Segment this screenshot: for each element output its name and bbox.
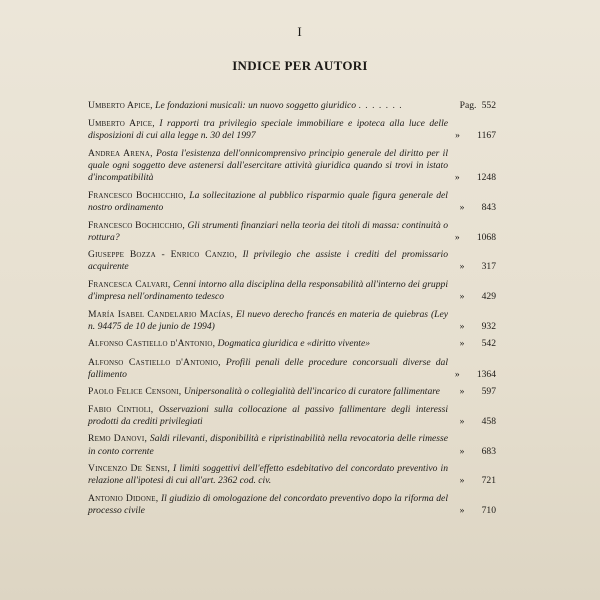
entry-title: Il privilegio che assiste i crediti del promissario acquirente (88, 249, 448, 273)
entry-title: Il giudizio di omologazione del concordato preventivo dopo la riforma del processo civile (88, 492, 448, 517)
entry-page-ref (450, 475, 496, 487)
entry-page-ref (450, 130, 496, 142)
entry-author: Vincenzo De Sensi, (88, 463, 170, 475)
page-prefix: » (459, 386, 465, 398)
entry-title: Gli strumenti finanziari nella teoria dei titoli di massa: continuità o rottura? (88, 219, 448, 243)
entry-author: Paolo Felice Censoni, (88, 386, 182, 398)
entry-title: Osservazioni sulla collocazione al passivo fallimentare degli interessi prodotti da crediti privilegiati (88, 403, 448, 427)
entry-author: Francesco Bochicchio, (88, 219, 186, 231)
page-number: 932 (481, 320, 496, 332)
entry-title: Le fondazioni musicali: un nuovo soggetto giuridico (155, 100, 357, 111)
entry-page-ref (450, 202, 496, 214)
entry-title: La sollecitazione al pubblico risparmio quale figura generale del nostro ordinamento (88, 189, 448, 214)
page-number: 683 (481, 445, 496, 457)
entry-author: Umberto Apice, (88, 118, 155, 130)
index-entry (88, 249, 496, 273)
entry-page-ref (450, 100, 496, 112)
index-entry (88, 220, 496, 244)
page-number: 317 (481, 261, 496, 273)
page-number: 843 (481, 202, 496, 214)
page-prefix: » (459, 291, 465, 303)
entry-title: I rapporti tra privilegio speciale immobiliare e ipoteca alla luce delle disposizioni di cui alla legge n. 30 del 1997 (88, 118, 449, 142)
index-entry (88, 463, 496, 487)
page-number: 429 (481, 291, 496, 303)
entry-page-ref (450, 291, 496, 303)
leader-dots: . . . . . . . (358, 100, 403, 111)
entry-author: Andrea Arena, (88, 147, 153, 159)
entry-page-ref (450, 172, 496, 184)
page-prefix: » (454, 231, 460, 243)
entry-author: Fabio Cintioli, (88, 403, 154, 415)
index-entry (88, 100, 496, 112)
page-number: 1167 (477, 130, 496, 142)
page-number: 597 (481, 386, 496, 398)
page-prefix: » (459, 320, 465, 332)
page-title: INDICE PER AUTORI (232, 58, 368, 73)
page-number: 721 (481, 475, 496, 487)
entry-page-ref (450, 338, 496, 350)
page-prefix: » (459, 505, 465, 517)
entry-author: Alfonso Castiello d'Antonio, (88, 356, 221, 368)
index-entry (88, 357, 496, 381)
page-prefix: » (459, 338, 465, 350)
entry-author: Remo Danovi, (88, 433, 148, 445)
page-prefix: » (454, 368, 460, 380)
entry-author: Antonio Didone, (88, 492, 159, 504)
entry-page-ref (450, 505, 496, 517)
entry-title: Posta l'esistenza dell'onnicomprensivo principio generale del diritto per il quale ogni soggetto deve astenersi dall'esercitare attività giuridica quando si trovi in istato d'incompatibilità (88, 147, 448, 184)
page-prefix: » (459, 445, 465, 457)
entry-author: Francesca Calvari, (88, 278, 171, 290)
page-number: 1248 (476, 172, 496, 184)
index-entry (88, 279, 496, 303)
page-prefix: Pag. (459, 100, 477, 111)
page-prefix: » (459, 261, 465, 273)
entry-title: Saldi rilevanti, disponibilità e ripristinabilità nella revocatoria delle rimesse in conto corrente (88, 433, 448, 457)
entry-title: Dogmatica giuridica e «diritto vivente» (217, 338, 371, 350)
page-prefix: » (459, 202, 465, 214)
entry-author: Giuseppe Bozza - Enrico Canzio, (88, 249, 238, 261)
page-number: 1364 (476, 368, 496, 380)
page-prefix: » (459, 415, 465, 427)
entry-page-ref (450, 261, 496, 273)
entry-author: María Isabel Candelario Macías, (88, 308, 234, 320)
index-entry (88, 190, 496, 214)
entry-author: Alfonso Castiello d'Antonio, (88, 338, 216, 350)
index-entry (88, 493, 496, 517)
page-prefix: » (454, 172, 460, 184)
entry-page-ref (450, 369, 496, 381)
page-number: 542 (481, 338, 496, 350)
entry-title: I limiti soggettivi dell'effetto esdebitativo del concordato preventivo in relazione all'ipotesi di cui all'art. 2362 cod. civ. (88, 463, 448, 487)
entry-page-ref (450, 321, 496, 333)
entry-title: El nuevo derecho francés en materia de quiebras (Ley n. 94475 de 10 de junio de 1994) (88, 308, 448, 332)
entry-title: Profili penali delle procedure concorsuali diverse dal fallimento (88, 356, 448, 380)
author-index-list (88, 100, 496, 523)
index-entry (88, 386, 496, 398)
entry-page-ref (450, 416, 496, 428)
page-prefix: » (455, 130, 460, 142)
index-entry (88, 433, 496, 457)
page-number: 458 (481, 415, 496, 427)
page-number: 552 (481, 100, 496, 111)
index-entry (88, 404, 496, 428)
entry-title: Cenni intorno alla disciplina della responsabilità all'interno dei gruppi d'impresa nell'ordinamento tedesco (88, 278, 448, 303)
page-number: 1068 (476, 231, 496, 243)
index-entry (88, 309, 496, 333)
entry-author: Francesco Bochicchio, (88, 189, 186, 201)
entry-page-ref (450, 446, 496, 458)
page-prefix: » (459, 475, 465, 487)
index-entry (88, 118, 496, 142)
entry-author: Umberto Apice, (88, 100, 153, 111)
page-number: 710 (481, 505, 496, 517)
entry-page-ref (450, 232, 496, 244)
entry-title: Unipersonalità o collegialità dell'incarico di curatore fallimentare (183, 386, 440, 398)
entry-page-ref (450, 386, 496, 398)
index-entry (88, 148, 496, 185)
index-entry (88, 338, 496, 350)
page-folio: I (297, 24, 303, 39)
